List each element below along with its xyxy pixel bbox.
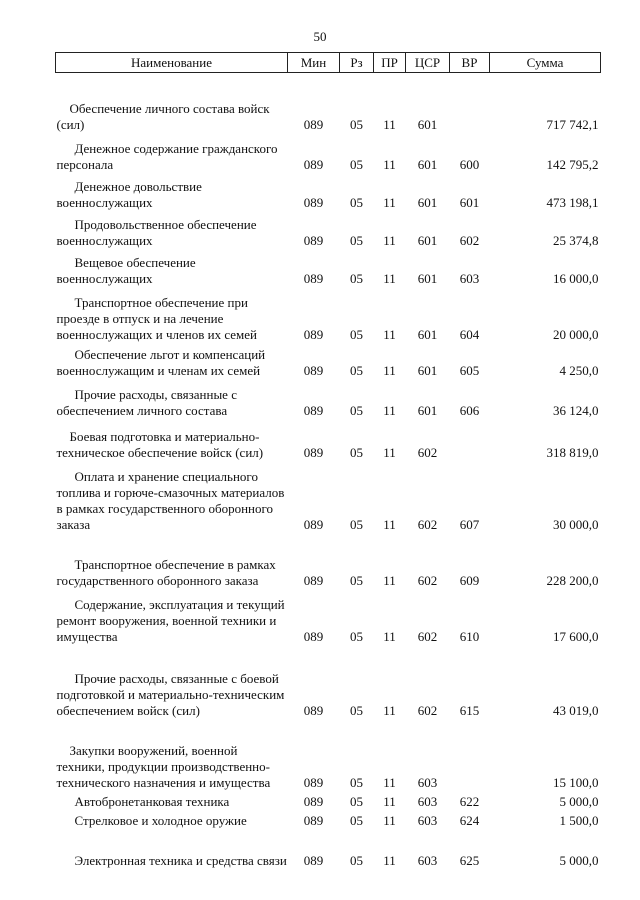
row-sum: 1 500,0 <box>559 813 599 828</box>
row-csr: 603 <box>417 853 438 868</box>
row-name: Вещевое обеспечение военнослужащих <box>56 255 196 286</box>
row-pr: 11 <box>383 573 396 588</box>
header-name: Наименование <box>56 53 288 73</box>
row-sum: 228 200,0 <box>546 573 599 588</box>
row-min: 089 <box>303 794 324 809</box>
row-pr: 11 <box>383 775 396 790</box>
row-min: 089 <box>303 445 324 460</box>
row-name: Содержание, эксплуатация и текущий ремонт вооружения, военной техники и имущества <box>56 597 285 644</box>
row-csr: 601 <box>417 195 438 210</box>
table-row <box>56 175 601 213</box>
row-rz: 05 <box>350 813 363 828</box>
table-row <box>56 251 601 289</box>
row-rz: 05 <box>350 233 363 248</box>
row-rz: 05 <box>350 157 363 172</box>
row-sum: 17 600,0 <box>553 629 599 644</box>
table-row <box>56 213 601 251</box>
table-row <box>56 721 601 793</box>
row-csr: 601 <box>417 403 438 418</box>
header-min: Мин <box>288 53 340 73</box>
row-pr: 11 <box>383 195 396 210</box>
row-min: 089 <box>303 629 324 644</box>
row-csr: 602 <box>417 703 438 718</box>
row-sum: 20 000,0 <box>553 327 599 342</box>
row-csr: 603 <box>417 794 438 809</box>
row-sum: 25 374,8 <box>553 233 599 248</box>
table-header <box>56 53 601 73</box>
row-pr: 11 <box>383 853 396 868</box>
row-rz: 05 <box>350 327 363 342</box>
row-rz: 05 <box>350 775 363 790</box>
table-row <box>56 381 601 421</box>
row-name: Электронная техника и средства связи <box>74 853 287 868</box>
row-min: 089 <box>303 271 324 286</box>
row-csr: 601 <box>417 271 438 286</box>
row-sum: 318 819,0 <box>546 445 599 460</box>
row-rz: 05 <box>350 271 363 286</box>
table-row <box>56 95 601 135</box>
row-pr: 11 <box>383 117 396 132</box>
table-body <box>56 73 601 872</box>
row-min: 089 <box>303 403 324 418</box>
row-pr: 11 <box>383 445 396 460</box>
row-name: Закупки вооружений, военной техники, продукции производственно-технического назначения и имущества <box>56 743 271 790</box>
row-vr: 605 <box>459 363 480 378</box>
row-min: 089 <box>303 363 324 378</box>
row-pr: 11 <box>383 813 396 828</box>
row-sum: 30 000,0 <box>553 517 599 532</box>
row-name: Транспортное обеспечение при проезде в отпуск и на лечение военнослужащих и членов их семей <box>56 295 257 342</box>
row-min: 089 <box>303 117 324 132</box>
row-pr: 11 <box>383 363 396 378</box>
row-csr: 602 <box>417 517 438 532</box>
header-csr: ЦСР <box>406 53 450 73</box>
row-rz: 05 <box>350 363 363 378</box>
row-sum: 36 124,0 <box>553 403 599 418</box>
row-rz: 05 <box>350 195 363 210</box>
row-vr: 600 <box>459 157 480 172</box>
row-name: Денежное содержание гражданского персонала <box>56 141 278 172</box>
row-min: 089 <box>303 195 324 210</box>
row-csr: 602 <box>417 629 438 644</box>
row-rz: 05 <box>350 117 363 132</box>
row-pr: 11 <box>383 403 396 418</box>
row-sum: 473 198,1 <box>546 195 599 210</box>
row-rz: 05 <box>350 403 363 418</box>
table-row <box>56 289 601 345</box>
row-name: Обеспечение льгот и компенсаций военнослужащим и членам их семей <box>56 347 266 378</box>
row-name: Боевая подготовка и материально-техническое обеспечение войск (сил) <box>56 429 264 460</box>
row-name: Автобронетанковая техника <box>74 794 230 809</box>
row-name: Транспортное обеспечение в рамках государственного оборонного заказа <box>56 557 276 588</box>
row-min: 089 <box>303 233 324 248</box>
row-csr: 601 <box>417 363 438 378</box>
table-row <box>56 535 601 591</box>
row-sum: 16 000,0 <box>553 271 599 286</box>
row-vr <box>450 421 490 463</box>
row-vr: 602 <box>459 233 480 248</box>
row-vr: 624 <box>459 813 480 828</box>
header-vr: ВР <box>450 53 490 73</box>
row-min: 089 <box>303 157 324 172</box>
row-pr: 11 <box>383 327 396 342</box>
row-csr: 601 <box>417 117 438 132</box>
row-vr: 609 <box>459 573 480 588</box>
row-min: 089 <box>303 703 324 718</box>
row-csr: 602 <box>417 573 438 588</box>
row-sum: 142 795,2 <box>546 157 599 172</box>
row-vr: 603 <box>459 271 480 286</box>
row-csr: 601 <box>417 327 438 342</box>
row-rz: 05 <box>350 794 363 809</box>
table-row <box>56 463 601 535</box>
row-pr: 11 <box>383 517 396 532</box>
row-name: Обеспечение личного состава войск (сил) <box>56 101 270 132</box>
header-sum: Сумма <box>490 53 601 73</box>
row-sum: 717 742,1 <box>546 117 599 132</box>
row-csr: 601 <box>417 157 438 172</box>
table-row <box>56 421 601 463</box>
table-row <box>56 591 601 647</box>
row-vr: 625 <box>459 853 480 868</box>
row-vr: 606 <box>459 403 480 418</box>
row-rz: 05 <box>350 703 363 718</box>
row-vr: 615 <box>459 703 480 718</box>
row-name: Оплата и хранение специального топлива и горюче-смазочных материалов в рамках государственного оборонного заказа <box>56 469 285 532</box>
row-pr: 11 <box>383 233 396 248</box>
row-min: 089 <box>303 327 324 342</box>
row-name: Стрелковое и холодное оружие <box>74 813 247 828</box>
row-sum: 5 000,0 <box>559 853 599 868</box>
row-sum: 43 019,0 <box>553 703 599 718</box>
budget-table <box>55 52 601 871</box>
row-min: 089 <box>303 813 324 828</box>
table-row <box>56 647 601 721</box>
table-row <box>56 345 601 381</box>
row-csr: 603 <box>417 775 438 790</box>
row-vr: 604 <box>459 327 480 342</box>
row-min: 089 <box>303 517 324 532</box>
row-csr: 601 <box>417 233 438 248</box>
row-vr: 622 <box>459 794 480 809</box>
row-sum: 15 100,0 <box>553 775 599 790</box>
row-min: 089 <box>303 775 324 790</box>
page-number: 50 <box>313 29 327 44</box>
table-row <box>56 831 601 871</box>
row-rz: 05 <box>350 445 363 460</box>
row-sum: 4 250,0 <box>559 363 599 378</box>
row-name: Денежное довольствие военнослужащих <box>56 179 202 210</box>
row-csr: 602 <box>417 445 438 460</box>
row-pr: 11 <box>383 271 396 286</box>
row-pr: 11 <box>383 794 396 809</box>
row-vr: 601 <box>459 195 480 210</box>
row-min: 089 <box>303 573 324 588</box>
row-name: Продовольственное обеспечение военнослужащих <box>56 217 257 248</box>
header-rz: Рз <box>340 53 374 73</box>
row-pr: 11 <box>383 703 396 718</box>
row-name: Прочие расходы, связанные с боевой подготовкой и материально-техническим обеспечением войск (сил) <box>56 671 285 718</box>
header-pr: ПР <box>374 53 406 73</box>
table-row <box>56 793 601 812</box>
row-name: Прочие расходы, связанные с обеспечением личного состава <box>56 387 237 418</box>
row-rz: 05 <box>350 853 363 868</box>
table-row <box>56 135 601 175</box>
row-min: 089 <box>303 853 324 868</box>
table-row <box>56 812 601 831</box>
row-pr: 11 <box>383 157 396 172</box>
row-vr <box>450 721 490 793</box>
row-rz: 05 <box>350 573 363 588</box>
row-sum: 5 000,0 <box>559 794 599 809</box>
row-vr: 607 <box>459 517 480 532</box>
row-csr: 603 <box>417 813 438 828</box>
row-rz: 05 <box>350 629 363 644</box>
row-vr <box>450 95 490 135</box>
row-rz: 05 <box>350 517 363 532</box>
row-pr: 11 <box>383 629 396 644</box>
row-vr: 610 <box>459 629 480 644</box>
